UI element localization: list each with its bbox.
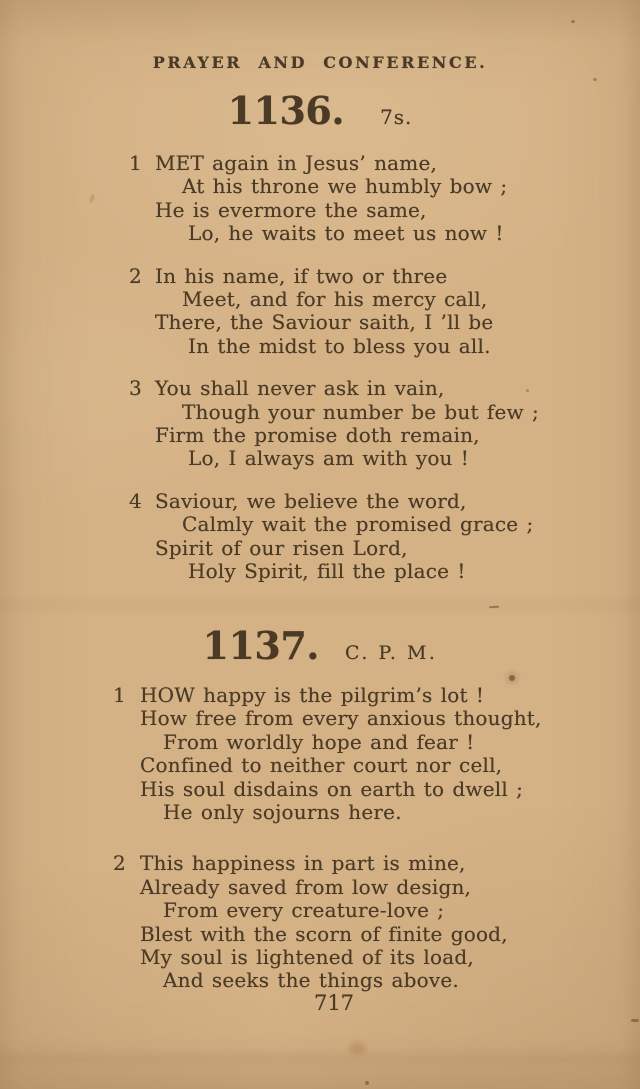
verse-line [129,151,539,175]
paper-speck [631,1019,639,1022]
paper-speck [89,194,96,204]
verse-line: How free from every anxious thought, [140,706,542,731]
verse-line: From every creature-love ; [163,898,445,923]
paper-speck [365,1081,369,1085]
verse-number: 1 [113,683,126,707]
verse-1 [129,151,539,246]
verse-number: 3 [129,376,142,401]
hymn-number: 1137. [202,623,320,668]
verse-1 [113,683,542,825]
verse-line: Already saved from low design, [140,874,472,899]
verse-line: Blest with the scorn of finite good, [140,921,508,946]
hymn-meter: C. P. M. [345,642,438,664]
hymn-meter: 7s. [380,105,413,129]
verse-line [113,851,542,876]
verse-line-text: MET again in Jesus’ name, [155,151,438,175]
verse-line: Meet, and for his mercy call, [182,287,488,312]
verse-line: From worldly hope and fear ! [163,729,475,754]
verse-number: 4 [129,488,142,513]
verse-number: 2 [129,263,142,288]
verse-2 [129,263,539,359]
verse-line: In the midst to bless you all. [188,333,491,358]
verse-line: There, the Saviour saith, I ’ll be [155,310,494,335]
hymn-number: 1136. [227,88,345,133]
hymn-1137-heading [0,623,640,668]
verse-line: Holy Spirit, fill the place ! [188,559,466,584]
verse-line-text: HOW happy is the pilgrim’s lot ! [140,683,485,707]
verse-line: He is evermore the same, [155,197,427,222]
verse-line: Lo, he waits to meet us now ! [188,221,504,246]
paper-speck [571,20,575,23]
paper-stain [349,1042,366,1055]
verse-line: Confined to neither court nor cell, [140,753,503,778]
verse-line-text: Saviour, we believe the word, [155,488,467,513]
verse-line [129,263,539,288]
verse-line: Lo, I always am with you ! [188,446,470,471]
verse-line [129,376,539,401]
verse-line: Firm the promise doth remain, [155,423,480,448]
verse-line-text: You shall never ask in vain, [155,376,445,401]
paper-shade-band [0,1048,640,1070]
verse-4 [129,488,539,584]
verse-line: Calmly wait the promised grace ; [182,512,534,537]
verse-line: Though your number be but few ; [182,399,539,424]
page-number: 717 [313,991,355,1015]
paper-speck [509,675,515,681]
hymn-1137-verses [113,683,542,1021]
verse-number: 1 [129,151,142,175]
running-header: PRAYER AND CONFERENCE. [152,53,488,72]
verse-line: He only sojourns here. [163,800,402,825]
verse-line: At his throne we humbly bow ; [182,174,508,199]
divider-dash [489,606,499,609]
verse-2 [113,851,542,993]
verse-line: His soul disdains on earth to dwell ; [140,776,524,801]
hymn-1136-heading [0,88,640,133]
verse-3 [129,376,539,471]
paper-speck [593,78,597,81]
verse-line [113,683,542,707]
verse-line-text: This happiness in part is mine, [140,851,466,876]
verse-line-text: In his name, if two or three [155,263,448,288]
verse-line: My soul is lightened of its load, [140,945,474,970]
verse-line [129,488,539,513]
verse-line: Spirit of our risen Lord, [155,535,408,560]
hymn-1136-verses [129,151,539,603]
verse-line: And seeks the things above. [163,968,459,993]
verse-number: 2 [113,851,126,876]
